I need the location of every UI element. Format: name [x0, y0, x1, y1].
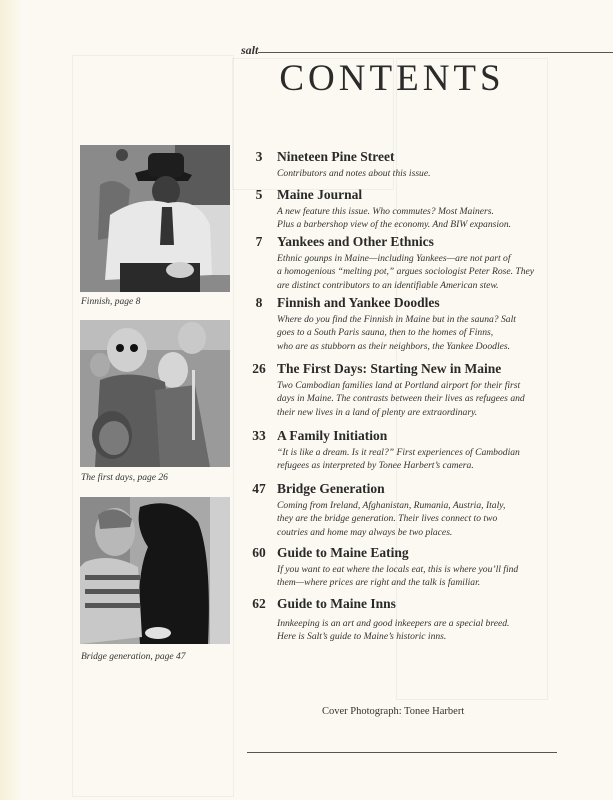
photo-finnish	[80, 145, 230, 292]
toc-description: “It is like a dream. Is it real?” First experiences of Cambodian refugees as interpreted by Tonee Harbert’s camera.	[277, 447, 520, 472]
toc-description: Innkeeping is an art and good inkeepers are a special breed. Here is Salt’s guide to Maine’s historic inns.	[277, 618, 510, 643]
photo-caption-finnish: Finnish, page 8	[81, 297, 141, 307]
toc-page-number: 5	[255, 187, 263, 202]
toc-title: Maine Journal	[277, 187, 363, 202]
toc-title: Nineteen Pine Street	[277, 149, 395, 164]
toc-page-number: 60	[252, 545, 266, 560]
toc-page-number: 8	[255, 295, 263, 310]
footer-rule	[247, 752, 557, 753]
toc-title: Guide to Maine Inns	[277, 596, 396, 611]
toc-description: Coming from Ireland, Afghanistan, Rumania, Austria, Italy, they are the bridge generation. Their lives connect to two coutries and home may always be two places.	[277, 500, 506, 538]
toc-description: Where do you find the Finnish in Maine but in the sauna? Salt goes to a South Paris sauna, then to the homes of Finns, who are as stubborn as their neighbors, the Yankee Doodles.	[277, 314, 516, 352]
toc-page-number: 47	[252, 481, 266, 496]
salt-logo: salt	[241, 43, 259, 57]
toc-title: A Family Initiation	[277, 428, 388, 443]
page-edge	[0, 0, 22, 800]
toc-page-number: 33	[252, 428, 266, 443]
photo-caption-bridge-generation: Bridge generation, page 47	[81, 652, 186, 662]
toc-title: Finnish and Yankee Doodles	[277, 295, 440, 310]
toc-title: The First Days: Starting New in Maine	[277, 361, 502, 376]
toc-page-number: 62	[252, 596, 266, 611]
toc-description: Two Cambodian families land at Portland airport for their first days in Maine. The contrasts between their lives as refugees and their new lives in a land of plenty are extraordinary.	[277, 380, 525, 418]
toc-description: Contributors and notes about this issue.	[277, 168, 431, 179]
toc-description: A new feature this issue. Who commutes? Most Mainers. Plus a barbershop view of the economy. And BIW expansion.	[277, 206, 512, 231]
photo-caption-first-days: The first days, page 26	[81, 473, 168, 483]
toc-page-number: 3	[255, 149, 263, 164]
photo-bridge-generation	[80, 497, 230, 644]
toc-title: Bridge Generation	[277, 481, 385, 496]
toc-title: Guide to Maine Eating	[277, 545, 409, 560]
toc-page-number: 7	[255, 234, 263, 249]
toc-page-number: 26	[252, 361, 266, 376]
toc-description: If you want to eat where the locals eat, this is where you’ll find them—where prices are right and the talk is familiar.	[277, 564, 519, 589]
photo-first-days	[80, 320, 230, 467]
page-title: CONTENTS	[279, 58, 505, 99]
cover-photo-credit: Cover Photograph: Tonee Harbert	[322, 706, 465, 717]
toc-title: Yankees and Other Ethnics	[277, 234, 434, 249]
header-rule	[258, 52, 613, 53]
toc-description: Ethnic gounps in Maine—including Yankees—are not part of a homogenious “melting pot,” argues sociologist Peter Rose. They are distinct contributors to an identifiable American stew.	[277, 253, 535, 291]
